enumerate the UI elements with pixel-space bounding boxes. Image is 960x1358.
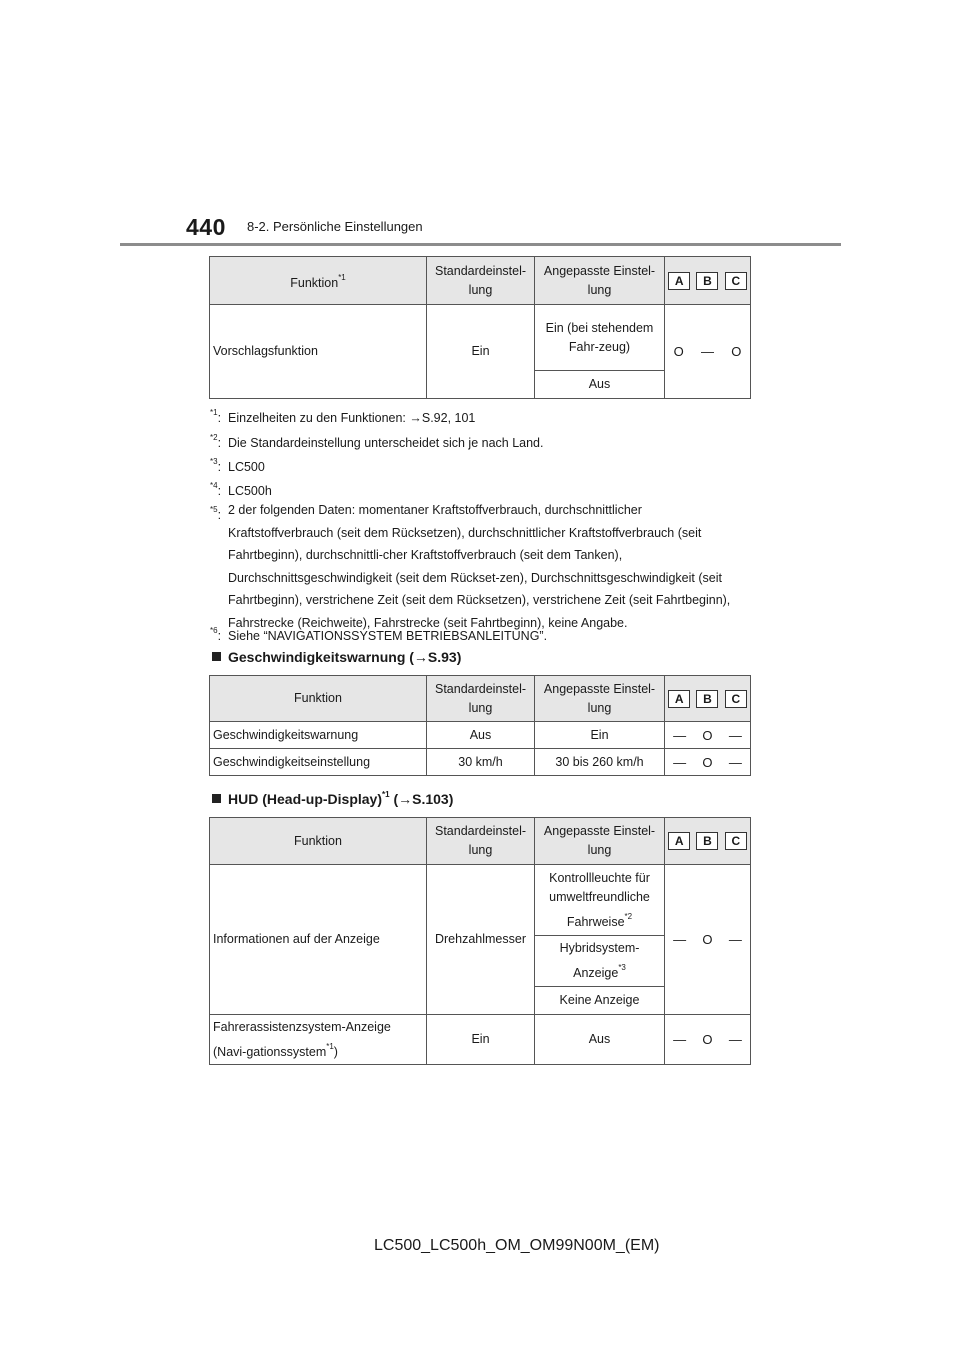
col-header-c: C bbox=[725, 272, 747, 290]
cell-abc bbox=[665, 749, 751, 776]
col-header-standard: Standardeinstel-lung bbox=[427, 676, 535, 722]
cell-standard: Aus bbox=[427, 722, 535, 749]
col-header-b: B bbox=[696, 832, 718, 850]
col-header-a: A bbox=[668, 832, 690, 850]
cell-funktion: Geschwindigkeitswarnung bbox=[210, 722, 427, 749]
cell-abc bbox=[665, 865, 751, 1015]
cell-funktion: Geschwindigkeitseinstellung bbox=[210, 749, 427, 776]
table-hud bbox=[209, 817, 751, 1065]
heading-hud: HUD (Head-up-Display)$^{*1}$ (→S.103) bbox=[212, 790, 453, 807]
table-header-row bbox=[210, 257, 751, 305]
col-header-funktion: Funktion bbox=[210, 818, 427, 865]
mark-a: — bbox=[673, 932, 687, 947]
col-header-b: B bbox=[696, 272, 718, 290]
footnote-2: $^{*2}$: Die Standardeinstellung unterscheidet sich je nach Land. bbox=[210, 433, 544, 450]
page-number: 440 bbox=[186, 214, 226, 240]
cell-option: Aus bbox=[535, 371, 665, 399]
mark-b: O bbox=[702, 727, 713, 743]
table-row bbox=[210, 722, 751, 749]
mark-a: — bbox=[673, 1032, 687, 1047]
footnote-6: $^{*6}$: Siehe “NAVIGATIONSSYSTEM BETRIEBSANLEITUNG”. bbox=[210, 626, 548, 643]
cell-funktion: Fahrerassistenzsystem-Anzeige (Navi-gationssystem$^{*1}$) bbox=[210, 1015, 427, 1065]
table-vorschlagsfunktion bbox=[209, 256, 751, 399]
col-header-a: A bbox=[668, 690, 690, 708]
mark-c: — bbox=[728, 727, 742, 743]
col-header-abc bbox=[665, 257, 751, 305]
mark-b: O bbox=[702, 932, 713, 947]
cell-option: Kontrollleuchte für umweltfreundliche Fahrweise$^{*2}$ bbox=[535, 865, 665, 936]
footnote-4: $^{*4}$: LC500h bbox=[210, 481, 272, 498]
bullet-square bbox=[212, 794, 221, 803]
mark-b: O bbox=[702, 1032, 713, 1047]
table-row bbox=[210, 749, 751, 776]
col-header-standard: Standardeinstel-lung bbox=[427, 257, 535, 305]
document-id: LC500_LC500h_OM_OM99N00M_(EM) bbox=[374, 1237, 660, 1254]
cell-abc bbox=[665, 722, 751, 749]
mark-a: — bbox=[673, 727, 687, 743]
cell-standard: Ein bbox=[427, 305, 535, 399]
mark-c: — bbox=[728, 1032, 742, 1047]
col-header-c: C bbox=[725, 832, 747, 850]
cell-standard: Drehzahlmesser bbox=[427, 865, 535, 1015]
mark-a: — bbox=[673, 754, 687, 770]
footnote-5: 2 der folgenden Daten: momentaner Kraftstoffverbrauch, durchschnittlicher Kraftstoffverbrauch (seit dem Rücksetzen), durchschnittlicher Kraftstoffverbrauch (seit Fahrtbeginn), durchschnittli-cher Kraftstoffverbrauch (seit dem Tanken), Durchschnittsgeschwindigkeit (seit dem Rückset-zen), Durchschnittsgeschwindigkeit (seit Fahrtbeginn), verstrichene Zeit (seit dem Rücksetzen), verstrichene Zeit (seit Fahrtbeginn), Fahrstrecke (Reichweite), Fahrstrecke (seit Fahrtbeginn), keine Angabe. bbox=[228, 503, 731, 630]
cell-option: Hybridsystem-Anzeige$^{*3}$ bbox=[535, 936, 665, 987]
cell-angepasst: Aus bbox=[535, 1015, 665, 1065]
col-header-c: C bbox=[725, 690, 747, 708]
section-title: 8-2. Persönliche Einstellungen bbox=[247, 219, 423, 234]
table-row bbox=[210, 1015, 751, 1065]
col-header-a: A bbox=[668, 272, 690, 290]
footnote-5-label: $^{*5}$: bbox=[210, 505, 222, 522]
footnote-1: $^{*1}$: Einzelheiten zu den Funktionen: →S.92, 101 bbox=[210, 408, 476, 425]
cell-angepasst: 30 bis 260 km/h bbox=[535, 749, 665, 776]
cell-standard: 30 km/h bbox=[427, 749, 535, 776]
cell-option: Ein (bei stehendem Fahr-zeug) bbox=[535, 305, 665, 371]
table-row bbox=[210, 865, 751, 936]
table-geschwindigkeitswarnung bbox=[209, 675, 751, 776]
footnote-3: $^{*3}$: LC500 bbox=[210, 457, 265, 474]
mark-a: O bbox=[673, 344, 684, 359]
col-header-funktion: Funktion bbox=[210, 676, 427, 722]
header-divider bbox=[120, 243, 841, 246]
col-header-standard: Standardeinstel-lung bbox=[427, 818, 535, 865]
mark-c: O bbox=[731, 344, 742, 359]
mark-c: — bbox=[728, 932, 742, 947]
col-header-abc bbox=[665, 676, 751, 722]
cell-abc bbox=[665, 1015, 751, 1065]
cell-funktion: Vorschlagsfunktion bbox=[210, 305, 427, 399]
cell-funktion: Informationen auf der Anzeige bbox=[210, 865, 427, 1015]
cell-angepasst: Ein bbox=[535, 722, 665, 749]
col-header-angepasst: Angepasste Einstel-lung bbox=[535, 676, 665, 722]
col-header-angepasst: Angepasste Einstel-lung bbox=[535, 257, 665, 305]
cell-option: Keine Anzeige bbox=[535, 987, 665, 1015]
col-header-angepasst: Angepasste Einstel-lung bbox=[535, 818, 665, 865]
table-header-row bbox=[210, 818, 751, 865]
col-header-b: B bbox=[696, 690, 718, 708]
col-header-abc bbox=[665, 818, 751, 865]
table-header-row bbox=[210, 676, 751, 722]
cell-abc bbox=[665, 305, 751, 399]
col-header-funktion: Funktion$^{*1}$ bbox=[210, 257, 427, 305]
mark-b: — bbox=[701, 344, 714, 359]
bullet-square bbox=[212, 652, 221, 661]
cell-standard: Ein bbox=[427, 1015, 535, 1065]
table-row bbox=[210, 305, 751, 371]
mark-c: — bbox=[728, 754, 742, 770]
mark-b: O bbox=[702, 754, 713, 770]
heading-geschwindigkeitswarnung: Geschwindigkeitswarnung (→S.93) bbox=[212, 649, 461, 665]
